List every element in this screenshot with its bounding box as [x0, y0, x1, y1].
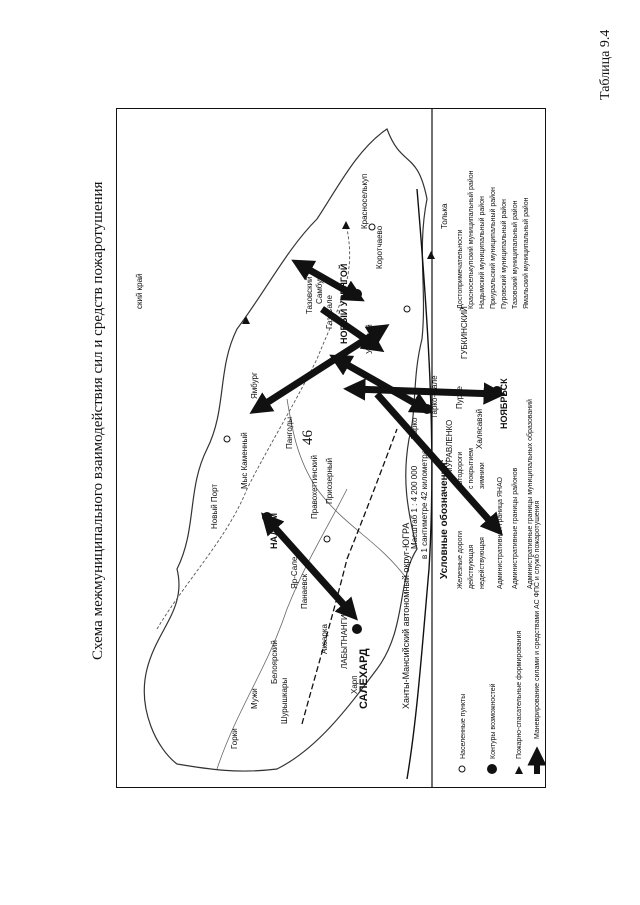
map-frame: [116, 108, 546, 788]
settlement-marker: [224, 436, 230, 442]
legend-roads-building: недействующая: [479, 537, 486, 589]
legend-control-icon: [487, 764, 497, 774]
city-label-krasnoselkup: Красноселькуп: [360, 173, 369, 229]
city-label-salekhard: САЛЕХАРД: [358, 648, 370, 709]
city-label-novy-urengoy: НОВЫЙ УРЕНГОЙ: [339, 263, 349, 344]
legend-col4-item4: Пуровский муниципальный район: [501, 199, 508, 309]
city-label-priozerny: Приозерный: [325, 457, 334, 504]
fire-unit-marker: [427, 251, 435, 259]
region-boundary: [144, 129, 427, 771]
legend-col4-item5: Тазовский муниципальный район: [512, 200, 519, 309]
city-label-korotchaevo: Коротчаево: [375, 225, 384, 269]
city-label-muravlenko: МУРАВЛЕНКО: [445, 419, 454, 474]
city-label-yar-sale: Яр-Сале: [290, 556, 299, 589]
legend-maneuver: Маневрирование силами и средствами АС ФПС и служб пожаротушения: [534, 500, 541, 739]
legend-heading: Условные обозначения:: [439, 459, 450, 579]
map-canvas: [117, 109, 545, 787]
city-label-krai: ский край: [135, 273, 144, 309]
table-label: Таблица 9.4: [598, 29, 613, 100]
arrow-7: [257, 329, 382, 409]
city-label-gaz-sale: Газ-Сале: [325, 294, 334, 329]
legend-settlements: Населенные пункты: [460, 693, 467, 759]
legend-border-ynao: Административная граница ЯНАО: [497, 477, 504, 589]
city-marker-salekhard: [352, 624, 362, 634]
city-marker-novy-urengoy: [352, 289, 362, 299]
city-label-gorki: Горки: [230, 728, 239, 749]
document-title: Схема межмуниципального взаимодействия сил и средств пожаротушения: [90, 181, 106, 660]
legend-roads-active: действующая: [468, 544, 475, 589]
legend-control: Контуры возможностей: [490, 683, 497, 759]
city-label-mys-kamenny: Мыс Каменный: [240, 432, 249, 489]
city-label-noyabrsk: НОЯБРЬСК: [499, 378, 509, 429]
legend-col4-item6: Ямальский муниципальный район: [523, 197, 530, 309]
city-label-aksarka: Аксарка: [320, 624, 329, 654]
city-label-labytnangi: ЛАБЫТНАНГИ: [340, 614, 349, 669]
legend-border-districts: Административные границы районов: [512, 467, 519, 589]
legend-winter: зимники: [479, 462, 486, 489]
city-label-tarko: Тарко: [410, 417, 419, 439]
arrow-5: [267, 519, 352, 614]
legend-col4-item1: Красноселькупский муниципальный район: [468, 170, 475, 309]
city-label-shuryshkary: Шурышкары: [280, 677, 289, 724]
city-label-gubkinsky: ГУБКИНСКИЙ: [460, 306, 469, 359]
legend-col4-item3: Приуральский муниципальный район: [490, 187, 497, 309]
arrow-4: [352, 389, 497, 394]
city-label-kharp: Харп: [350, 675, 359, 694]
city-label-novy-port: Новый Порт: [210, 483, 219, 529]
settlement-marker: [324, 536, 330, 542]
city-label-muzhi: Мужи: [250, 688, 259, 709]
legend-scale-2: в 1 сантиметре 42 километра: [420, 449, 429, 559]
legend-settlement-icon: [459, 766, 465, 772]
city-label-tolka: Толька: [440, 203, 449, 229]
legend-col4-item2: Надымский муниципальный район: [479, 196, 486, 309]
fire-unit-marker: [342, 221, 350, 229]
settlement-marker: [404, 306, 410, 312]
city-label-panaevsk: Панаевск: [300, 573, 309, 609]
city-label-tarko-sale: Тарко-Сале: [430, 375, 439, 419]
legend-scale-1: Масштаб 1 : 4 200 000: [410, 465, 419, 549]
legend-roads: Автодороги: [457, 451, 464, 489]
city-label-beloyarsky: Белоярский: [270, 640, 279, 684]
legend-fire: Пожарно-спасательные формирования: [516, 630, 523, 759]
city-label-pangody: Пангоды: [285, 416, 294, 449]
page-number: 46: [300, 430, 316, 445]
city-label-yamburg: Ямбург: [250, 372, 259, 399]
legend-with-cover: с покрытием: [468, 448, 475, 489]
legend-railways: Железные дороги: [457, 530, 464, 589]
legend-fire-icon: [515, 766, 523, 774]
city-label-purpe: Пурпе: [455, 386, 464, 409]
city-label-samburg: Самбург: [315, 272, 324, 304]
city-label-urengoy: Уренгой: [365, 324, 374, 354]
legend-border-municipal: Административные границы муниципальных образований: [527, 399, 534, 589]
city-label-nadym: НАДЫМ: [269, 512, 279, 549]
city-label-khalyasavey: Халясавэй: [475, 408, 484, 449]
city-label-tazovsky: Тазовский: [305, 276, 314, 314]
city-label-pravokhettinsky: Правохеттинский: [310, 455, 319, 519]
city-label-okrug: Ханты-Мансийский автономный округ-ЮГРА: [401, 522, 411, 709]
legend-col4-heading: Достопримечательности: [457, 229, 464, 309]
